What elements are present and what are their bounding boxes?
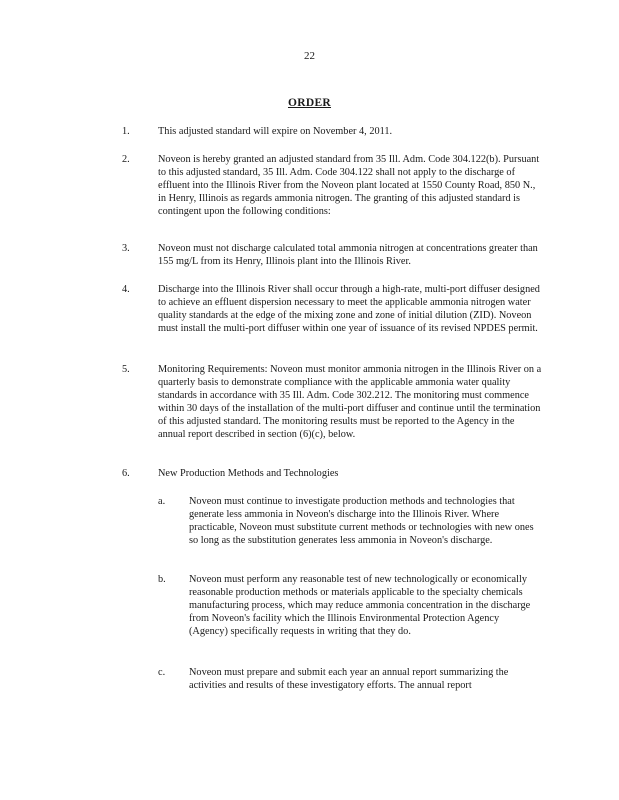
order-heading: ORDER — [287, 97, 332, 109]
subitem-letter: a. — [158, 496, 166, 507]
page-number: 22 — [304, 50, 315, 62]
item-number: 4. — [122, 284, 130, 295]
subitem-letter: b. — [158, 574, 166, 585]
item-number: 2. — [122, 154, 130, 165]
subitem-letter: c. — [158, 667, 166, 678]
item-text: This adjusted standard will expire on November 4, 2011. — [158, 126, 393, 137]
item-text: Discharge into the Illinois River shall occur through a high-rate, multi-port diffuser designed to achieve an effluent dispersion necessary to meet the applicable ammonia nitrogen water quality standards at the edge of the mixing zone and zone of initial dilution (ZID). Noveon must install the multi-port diffuser within one year of issuance of its revised NPDES permit. — [158, 284, 540, 335]
item-number: 3. — [122, 243, 130, 254]
item-number: 6. — [122, 468, 130, 479]
item-text: Monitoring Requirements: Noveon must monitor ammonia nitrogen in the Illinois River on a quarterly basis to demonstrate compliance with the applicable ammonia water quality standards in accordance with 35 Ill. Adm. Code 302.212. The monitoring must commence within 30 days of the installation of the multi-port diffuser and continue until the termination of this adjusted standard. The monitoring results must be reported to the Agency in the annual report described in section (6)(c), below. — [158, 364, 542, 441]
item-number: 1. — [122, 126, 130, 137]
subitem-text: Noveon must prepare and submit each year an annual report summarizing the activities and results of these investigatory efforts. The annual report — [189, 667, 509, 692]
item-text: Noveon must not discharge calculated total ammonia nitrogen at concentrations greater than 155 mg/L from its Henry, Illinois plant into the Illinois River. — [158, 243, 538, 268]
item-text: New Production Methods and Technologies — [158, 468, 339, 479]
subitem-text: Noveon must continue to investigate production methods and technologies that generate less ammonia in Noveon's discharge into the Illinois River. Where practicable, Noveon must substitute current methods or technologies with new ones so long as the substitution generates less ammonia in Noveon's discharge. — [189, 496, 534, 547]
item-number: 5. — [122, 364, 130, 375]
subitem-text: Noveon must perform any reasonable test of new technologically or economically reasonable production methods or materials applicable to the specialty chemicals manufacturing process, which may reduce ammonia concentration in the discharge from Noveon's facility which the Illinois Environmental Protection Agency (Agency) specifically requests in writing that they do. — [189, 574, 531, 638]
item-text: Noveon is hereby granted an adjusted standard from 35 Ill. Adm. Code 304.122(b). Pursuant to this adjusted standard, 35 Ill. Adm. Code 304.122 shall not apply to the discharge of effluent into the Illinois River from the Noveon plant located at 1550 County Road, 850 N., in Henry, Illinois as regards ammonia nitrogen. The granting of this adjusted standard is contingent upon the following conditions: — [158, 154, 540, 218]
